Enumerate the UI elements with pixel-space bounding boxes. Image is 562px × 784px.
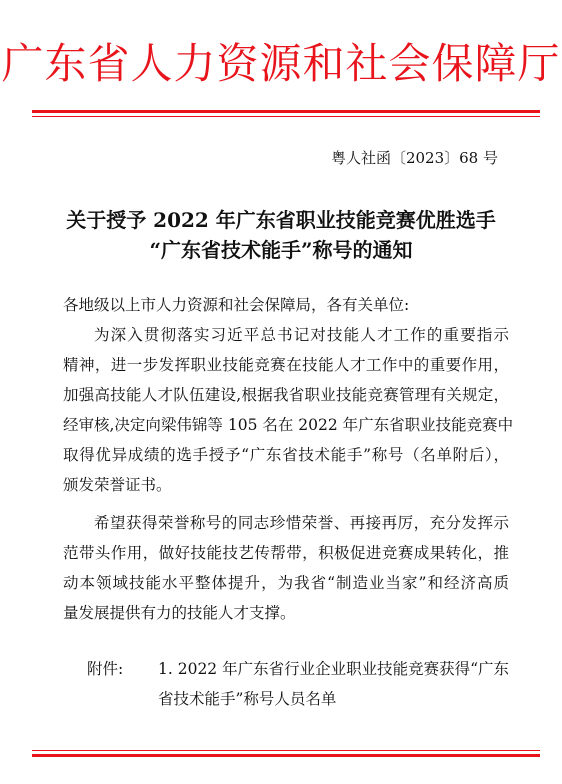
paragraph-2-line: 范带头作用，做好技能技艺传帮带，积极促进竞赛成果转化，推 — [63, 544, 509, 562]
paragraph-2-line: 希望获得荣誉称号的同志珍惜荣誉、再接再厉，充分发挥示 — [94, 514, 509, 532]
letterhead-title: 广东省人力资源和社会保障厅 — [1, 39, 561, 88]
paragraph-1-line: 加强高技能人才队伍建设,根据我省职业技能竞赛管理有关规定， — [63, 386, 509, 404]
attachment-item-1-line-2: 省技术能手”称号人员名单 — [158, 690, 337, 708]
paragraph-1-line: 经审核,决定向梁伟锦等 105 名在 2022 年广东省职业技能竞赛中 — [63, 416, 514, 434]
paragraph-1-line: 精神，进一步发挥职业技能竞赛在技能人才工作中的重要作用， — [63, 356, 509, 374]
paragraph-1-line: 取得优异成绩的选手授予“广东省技术能手”称号（名单附后）， — [63, 446, 509, 464]
attachment-label: 附件: — [87, 660, 124, 678]
letterhead-rule-thin — [32, 116, 540, 117]
paragraph-1-line: 为深入贯彻落实习近平总书记对技能人才工作的重要指示 — [94, 326, 509, 344]
paragraph-2-line: 动本领域技能水平整体提升，为我省“制造业当家”和经济高质 — [63, 574, 509, 592]
footer-rule-thin — [32, 750, 540, 751]
notice-title-line-1: 关于授予 2022 年广东省职业技能竞赛优胜选手 — [66, 208, 496, 232]
document-number: 粤人社函〔2023〕68 号 — [330, 149, 498, 167]
notice-title-line-2: “广东省技术能手”称号的通知 — [149, 238, 413, 262]
paragraph-2-line: 量发展提供有力的技能人才支撑。 — [63, 604, 296, 622]
attachment-item-1-line-1: 1. 2022 年广东省行业企业职业技能竞赛获得“广东 — [158, 660, 510, 678]
footer-rule-thick — [32, 754, 540, 757]
letterhead-rule-thick — [32, 110, 540, 113]
paragraph-1-line: 颁发荣誉证书。 — [63, 476, 172, 494]
addressee: 各地级以上市人力资源和社会保障局，各有关单位: — [63, 296, 410, 314]
